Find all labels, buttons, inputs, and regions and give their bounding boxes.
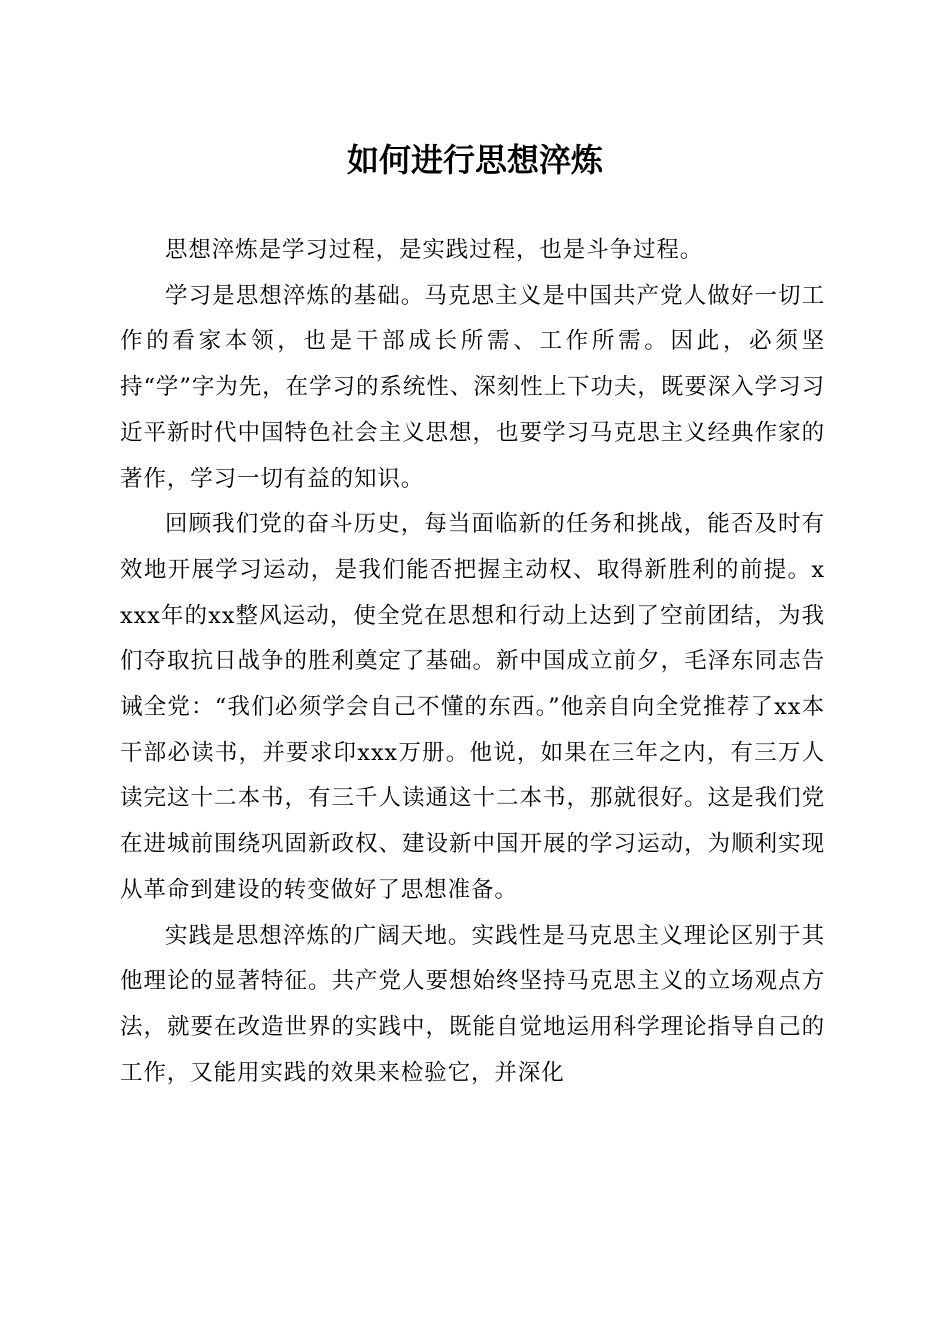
document-body [120, 228, 825, 1096]
paragraph-3: 回顾我们党的奋斗历史，每当面临新的任务和挑战，能否及时有效地开展学习运动，是我们能否把握主动权、取得新胜利的前提。xxxx年的xx整风运动，使全党在思想和行动上达到了空前团结，为我们夺取抗日战争的胜利奠定了基础。新中国成立前夕，毛泽东同志告诫全党：“我们必须学会自己不懂的东西。”他亲自向全党推荐了xx本干部必读书，并要求印xxx万册。他说，如果在三年之内，有三万人读完这十二本书，有三千人读通这十二本书，那就很好。这是我们党在进城前围绕巩固新政权、建设新中国开展的学习运动，为顺利实现从革命到建设的转变做好了思想准备。 [120, 511, 825, 903]
paragraph-4: 实践是思想淬炼的广阔天地。实践性是马克思主义理论区别于其他理论的显著特征。共产党人要想始终坚持马克思主义的立场观点方法，就要在改造世界的实践中，既能自觉地运用科学理论指导自己的工作，又能用实践的效果来检验它，并深化 [120, 922, 825, 1086]
paragraph-1: 思想淬炼是学习过程，是实践过程，也是斗争过程。 [165, 237, 704, 263]
paragraph-2: 学习是思想淬炼的基础。马克思主义是中国共产党人做好一切工作的看家本领，也是干部成长所需、工作所需。因此，必须坚持“学”字为先，在学习的系统性、深刻性上下功夫，既要深入学习习近平新时代中国特色社会主义思想，也要学习马克思主义经典作家的著作，学习一切有益的知识。 [120, 282, 825, 492]
document-title: 如何进行思想淬炼 [346, 141, 603, 179]
